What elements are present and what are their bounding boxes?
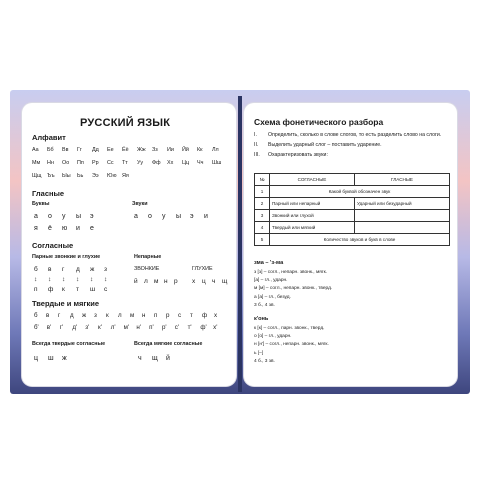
voiceless-label: ГЛУХИЕ — [192, 266, 213, 272]
paired-arrow: ↕ — [76, 276, 80, 283]
step-number: III. — [254, 152, 260, 158]
right-page — [244, 103, 457, 386]
example-line: ь [–] — [254, 350, 264, 356]
hard-consonant: т — [190, 312, 193, 319]
example-1-lines — [254, 269, 332, 302]
step-item — [254, 132, 450, 139]
alphabet-letter: Нн — [47, 160, 54, 166]
paired-voiced-letter: в — [48, 266, 52, 273]
alphabet-letter: Жж — [137, 147, 146, 153]
soft-consonant: д' — [72, 324, 78, 331]
vowel-sound: и — [204, 213, 208, 220]
step-item — [254, 152, 450, 159]
paired-arrow: ↕ — [34, 276, 38, 283]
paired-voiced-letter: д — [76, 266, 80, 273]
vowel-letter: ё — [48, 225, 52, 232]
paired-arrow: ↕ — [62, 276, 66, 283]
alphabet-heading: Алфавит — [32, 133, 66, 142]
voiceless-letter: щ — [222, 278, 228, 285]
alphabet-letter: Хх — [167, 160, 174, 166]
example-line: а [а] – гл., безуд. — [254, 294, 291, 300]
soft-consonant: ф' — [200, 324, 207, 331]
example-line: м [м] – согл., непарн. звонк., тверд. — [254, 286, 333, 292]
always-soft-letter: й — [166, 355, 170, 362]
hard-consonant: к — [106, 312, 109, 319]
table-header-vowels: ГЛАСНЫЕ — [355, 174, 450, 186]
example-line: [а] – гл., ударн. — [254, 278, 288, 284]
soft-consonant: к' — [97, 324, 102, 331]
table-cell-merged: Количество звуков и букв в слове — [270, 234, 450, 246]
alphabet-letter: Рр — [92, 160, 99, 166]
step-text: Выделить ударный слог – поставить ударение. — [268, 142, 382, 148]
vowel-letter: у — [62, 213, 66, 220]
page-title: РУССКИЙ ЯЗЫК — [80, 117, 171, 129]
phonetic-table — [254, 173, 450, 246]
soft-consonant: н' — [136, 324, 141, 331]
alphabet-letter: Ёё — [122, 147, 129, 153]
always-soft-row — [138, 355, 180, 362]
table-row — [255, 234, 450, 246]
paired-arrow: ↕ — [48, 276, 52, 283]
unpaired-label: Непарные — [134, 254, 162, 260]
soft-consonant: х' — [213, 324, 218, 331]
paired-voiceless-letter: к — [62, 286, 65, 293]
always-hard-label: Всегда твердые согласные — [32, 341, 106, 347]
vowel-letter: а — [34, 213, 38, 220]
step-text: Определить, сколько в слове слогов, то есть разделить слово на слоги. — [268, 132, 442, 138]
paired-bottom-row — [34, 286, 118, 293]
alphabet-letter: Чч — [197, 160, 204, 166]
table-cell-consonant: Звонкий или глухой — [270, 210, 355, 222]
vowels-heading: Гласные — [32, 189, 65, 198]
alphabet-row-1 — [32, 147, 227, 153]
alphabet-letter: Кк — [197, 147, 203, 153]
example-2-word: к'онь — [254, 316, 269, 322]
paired-voiceless-letter: с — [104, 286, 108, 293]
table-cell-num: 2 — [255, 198, 270, 210]
alphabet-letter: Ии — [167, 147, 174, 153]
always-hard-letter: ш — [48, 355, 54, 362]
table-cell-num: 4 — [255, 222, 270, 234]
step-item — [254, 142, 450, 149]
table-cell-num: 5 — [255, 234, 270, 246]
example-1-count: 3 б., 4 зв. — [254, 303, 275, 308]
consonants-heading: Согласные — [32, 241, 74, 250]
alphabet-letter: Йй — [182, 147, 189, 153]
vowel-letter: ю — [62, 225, 68, 232]
example-line: н [н'] – согл., непарн. звонк., мягк. — [254, 342, 329, 348]
alphabet-letter: Ее — [107, 147, 114, 153]
left-page — [22, 103, 236, 386]
alphabet-letter: Ээ — [92, 173, 99, 179]
always-hard-row — [34, 355, 76, 362]
hard-consonant: в — [46, 312, 50, 319]
alphabet-letter: Аа — [32, 147, 39, 153]
example-2-count: 4 б., 3 зв. — [254, 359, 275, 364]
hard-consonant: б — [34, 312, 38, 319]
table-row — [255, 198, 450, 210]
soft-consonant: в' — [46, 324, 52, 331]
soft-consonant: л' — [110, 324, 116, 331]
alphabet-letter: Щщ — [32, 173, 42, 179]
hard-consonant: н — [142, 312, 146, 319]
voiced-letter: м — [154, 278, 159, 285]
table-row — [255, 210, 450, 222]
always-hard-letter: ц — [34, 355, 39, 362]
alphabet-letter: Бб — [47, 147, 54, 153]
paired-arrows-row — [34, 276, 118, 283]
hard-consonant: г — [58, 312, 61, 319]
voiceless-letter: ц — [202, 278, 206, 285]
vowel-sound: э — [190, 213, 194, 220]
paired-voiceless-letter: п — [34, 286, 38, 293]
paired-voiced-letter: ж — [90, 266, 95, 273]
step-text: Охарактеризовать звуки: — [268, 152, 328, 158]
vowel-letter: о — [48, 213, 52, 220]
always-soft-letter: щ — [152, 355, 158, 362]
alphabet-letter: Юю — [107, 173, 117, 179]
letters-label: Буквы — [32, 201, 50, 207]
hard-consonant: л — [118, 312, 122, 319]
alphabet-letter: Пп — [77, 160, 84, 166]
soft-consonant: с' — [174, 324, 180, 331]
example-line: к [к] – согл., парн. звонк., тверд. — [254, 326, 325, 331]
paired-top-row — [34, 266, 118, 273]
table-header-consonants: СОГЛАСНЫЕ — [270, 174, 355, 186]
vowel-sound: а — [134, 213, 138, 220]
scheme-title: Схема фонетического разбора — [254, 117, 384, 127]
alphabet-row-2 — [32, 160, 227, 166]
table-cell-vowel: Ударный или безударный — [355, 198, 450, 210]
paired-label: Парные звонкие и глухие — [32, 254, 101, 260]
hard-consonant: х — [214, 312, 218, 319]
example-1-word: зма – 'з-ма — [254, 260, 284, 266]
table-cell-vowel — [355, 222, 450, 234]
soft-consonant: м' — [123, 324, 130, 331]
soft-consonant: т' — [187, 324, 192, 331]
vowel-sound: о — [148, 213, 152, 220]
example-line: о [о] – гл., ударн. — [254, 334, 292, 340]
paired-voiced-letter: б — [34, 266, 38, 273]
alphabet-letter: Яя — [122, 173, 129, 179]
voiced-letter: л — [144, 278, 148, 285]
voiceless-letter: ч — [212, 278, 216, 285]
steps-list — [254, 132, 450, 162]
table-cell-vowel — [355, 210, 450, 222]
notebook-spine — [238, 96, 242, 392]
table-cell-num: 1 — [255, 186, 270, 198]
alphabet-letter: Цц — [182, 160, 190, 166]
hard-consonant: п — [154, 312, 158, 319]
soft-consonant: г' — [59, 324, 64, 331]
voiced-label: ЗВОНКИЕ — [134, 266, 160, 272]
vowel-letter: е — [90, 225, 94, 232]
vowel-sounds-row — [134, 213, 218, 220]
paired-arrow: ↕ — [90, 276, 94, 283]
hard-consonant: д — [70, 312, 74, 319]
table-cell-consonant: Парный или непарный — [270, 198, 355, 210]
alphabet-letter: Ьь — [77, 173, 84, 179]
vowel-letter: ы — [76, 213, 82, 220]
voiced-letter: й — [134, 278, 138, 285]
example-2-lines — [254, 325, 329, 358]
step-number: I. — [254, 132, 257, 138]
step-number: II. — [254, 142, 259, 148]
alphabet-letter: Оо — [62, 160, 70, 166]
alphabet-letter: Уу — [137, 160, 144, 166]
always-hard-letter: ж — [62, 355, 67, 362]
always-soft-label: Всегда мягкие согласные — [134, 341, 203, 347]
hard-consonant: м — [130, 312, 135, 319]
hard-consonant: ж — [82, 312, 87, 319]
voiceless-letter: х — [192, 278, 196, 285]
soft-consonant: п' — [149, 324, 154, 331]
paired-voiceless-letter: т — [76, 286, 79, 293]
paired-voiced-letter: г — [62, 266, 65, 273]
alphabet-letter: Шш — [212, 160, 222, 166]
hard-consonant: р — [166, 312, 170, 319]
table-cell-num: 3 — [255, 210, 270, 222]
voiced-letter: р — [174, 278, 178, 285]
table-cell-merged: Какой буквой обозначен звук — [270, 186, 450, 198]
soft-consonant: б' — [34, 324, 39, 331]
vowel-letter: э — [90, 213, 94, 220]
alphabet-letter: Тт — [122, 160, 128, 166]
hard-consonant: с — [178, 312, 182, 319]
paired-arrow: ↕ — [104, 276, 108, 283]
voiced-letter: н — [164, 278, 168, 285]
vowel-letters-row-1 — [34, 213, 104, 220]
alphabet-letter: Лл — [212, 147, 219, 153]
vowel-letters-row-2 — [34, 225, 104, 232]
hard-row — [34, 312, 226, 319]
soft-row — [34, 324, 226, 331]
alphabet-letter: Ыы — [62, 173, 71, 179]
voiceless-row — [192, 278, 232, 285]
alphabet-row-3 — [32, 173, 137, 179]
paired-voiceless-letter: ф — [48, 286, 54, 293]
soft-consonant: з' — [85, 324, 90, 331]
soft-consonant: р' — [161, 324, 167, 331]
alphabet-letter: Вв — [62, 147, 69, 153]
alphabet-letter: Мм — [32, 160, 41, 166]
table-header-num: № — [255, 174, 270, 186]
paired-voiced-letter: з — [104, 266, 107, 273]
always-soft-letter: ч — [138, 355, 142, 362]
table-cell-consonant: Твердый или мягкий — [270, 222, 355, 234]
alphabet-letter: Сс — [107, 160, 114, 166]
example-line: з [з] – согл., непарн. звонк., мягк. — [254, 270, 328, 275]
voiced-row — [134, 278, 184, 285]
alphabet-letter: Гг — [77, 147, 82, 153]
vowel-letter: я — [34, 225, 38, 232]
hard-soft-heading: Твердые и мягкие — [32, 299, 100, 308]
alphabet-letter: Ъъ — [47, 173, 55, 179]
vowel-sound: ы — [176, 213, 182, 220]
vowel-sound: у — [162, 213, 166, 220]
table-row — [255, 186, 450, 198]
hard-consonant: з — [94, 312, 97, 319]
alphabet-letter: Дд — [92, 147, 99, 153]
table-row — [255, 222, 450, 234]
alphabet-letter: Зз — [152, 147, 158, 153]
hard-consonant: ф — [202, 312, 208, 319]
paired-voiceless-letter: ш — [90, 286, 96, 293]
alphabet-letter: Фф — [152, 160, 161, 166]
sounds-label: Звуки — [132, 201, 148, 207]
vowel-letter: и — [76, 225, 80, 232]
